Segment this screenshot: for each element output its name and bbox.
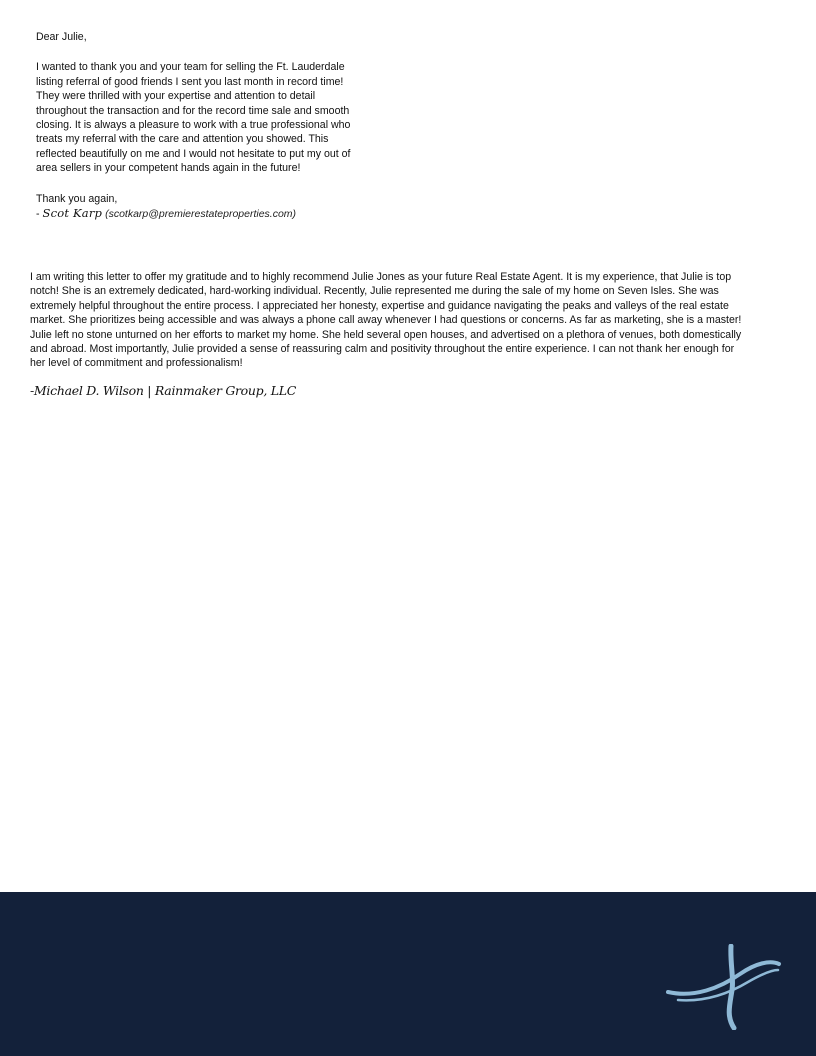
letter-one-line: treats my referral with the care and attention you showed. This — [36, 133, 329, 146]
letter-one-body — [36, 60, 386, 175]
letter-one-line: I wanted to thank you and your team for selling the Ft. Lauderdale — [36, 61, 345, 74]
letter-two — [30, 270, 786, 371]
letter-one-line: area sellers in your competent hands again in the future! — [36, 162, 301, 175]
letter-one-line: reflected beautifully on me and I would not hesitate to put my out of — [36, 147, 351, 160]
wave-cross-logo-icon — [664, 944, 782, 1030]
signature-prefix: - — [36, 208, 43, 221]
letter-one-line: closing. It is always a pleasure to work with a true professional who — [36, 119, 351, 132]
letter-one — [36, 30, 386, 221]
letter-two-line: and abroad. Most importantly, Julie provided a sense of reassuring calm and positivity throughout the entire experience. I can not thank her enough for — [30, 343, 735, 356]
footer-band — [0, 892, 816, 1056]
letter-one-line: throughout the transaction and for the record time sale and smooth — [36, 104, 350, 117]
signature-name: Scot Karp — [42, 206, 103, 221]
letter-one-line: listing referral of good friends I sent you last month in record time! — [36, 75, 344, 88]
letter-two-line: her level of commitment and professionalism! — [30, 357, 243, 370]
letter-one-closing: Thank you again, — [36, 192, 118, 205]
letter-two-line: extremely helpful throughout the entire process. I appreciated her honesty, expertise and guidance navigating the peaks and valleys of the real estate — [30, 299, 729, 312]
letter-one-line: They were thrilled with your expertise and attention to detail — [36, 90, 316, 103]
signature-email: (scotkarp@premierestateproperties.com) — [105, 208, 297, 221]
letter-two-signature: -Michael D. Wilson | Rainmaker Group, LLC — [30, 383, 296, 398]
letter-two-line: notch! She is an extremely dedicated, hard-working individual. Recently, Julie represented me during the sale of my home on Seven Isles. She was — [30, 285, 719, 298]
letter-one-signature — [36, 206, 386, 221]
letter-one-salutation: Dear Julie, — [36, 31, 87, 43]
letter-two-line: Julie left no stone unturned on her efforts to market my home. She held several open houses, and advertised on a plethora of venues, both domestically — [30, 328, 742, 341]
letter-two-line: market. She prioritizes being accessible and was always a phone call away whenever I had questions or concerns. As far as marketing, she is a master! — [30, 314, 742, 327]
letter-two-line: I am writing this letter to offer my gratitude and to highly recommend Julie Jones as your future Real Estate Agent. It is my experience, that Julie is top — [30, 271, 732, 283]
